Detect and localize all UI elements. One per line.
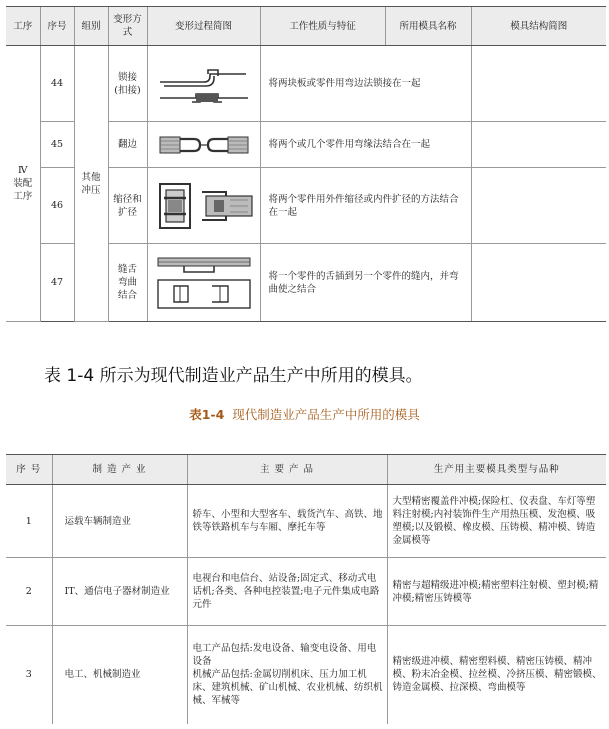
mold-structure-cell [471, 168, 606, 244]
table-caption [0, 405, 609, 423]
row-number: 1 [6, 485, 52, 558]
molds-cell: 大型精密覆盖件冲模;保险杠、仪表盘、车灯等塑料注射模;内衬装饰件生产用热压模、发泡模、吸塑模;以及锻模、橡皮模、压铸模、精冲模、铸造金属模等 [387, 485, 606, 558]
molds-cell: 精密与超精级进冲模;精密塑料注射模、塑封模;精冲模;精密压铸模等 [387, 558, 606, 626]
method-cell: 翻边 [108, 122, 147, 168]
method-cell: 锁接 (扣接) [108, 46, 147, 122]
table-header-row [6, 7, 606, 46]
header-cell: 工作性质与特征 [260, 7, 385, 46]
industry-cell: 运载车辆制造业 [52, 485, 187, 558]
tab-bend-joint-diagram-icon [147, 244, 260, 322]
necking-expanding-diagram-icon [147, 168, 260, 244]
table-row [6, 485, 606, 558]
description-cell: 将两个或几个零件用弯缘法结合在一起 [260, 122, 471, 168]
industry-molds-table [6, 454, 606, 724]
row-number: 45 [40, 122, 74, 168]
mold-structure-cell [471, 244, 606, 322]
row-number: 47 [40, 244, 74, 322]
caption-label: 表1-4 [189, 407, 225, 422]
intro-paragraph: 表 1-4 所示为现代制造业产品生产中所用的模具。 [44, 366, 423, 386]
table-header-row [6, 455, 606, 485]
table-row [6, 626, 606, 724]
row-number: 2 [6, 558, 52, 626]
table-row [6, 46, 606, 122]
description-cell: 将两个零件用外件缩径或内件扩径的方法结合在一起 [260, 168, 471, 244]
stamping-process-table [6, 6, 606, 322]
header-cell: 序 号 [6, 455, 52, 485]
method-cell: 缝舌 弯曲 结合 [108, 244, 147, 322]
industry-cell: 电工、机械制造业 [52, 626, 187, 724]
header-cell: 变形过程简图 [147, 7, 260, 46]
row-number: 46 [40, 168, 74, 244]
products-cell: 轿车、小型和大型客车、载货汽车、高铁、地铁等铁路机车与车厢、摩托车等 [187, 485, 387, 558]
description-cell: 将两块板或零件用弯边法锁接在一起 [260, 46, 471, 122]
molds-cell: 精密级进冲模、精密塑料模、精密压铸模、精冲模、粉末冶金模、拉丝模、冷挤压模、精密锻模、铸造金属模、拉深模、弯曲模等 [387, 626, 606, 724]
header-cell: 主 要 产 品 [187, 455, 387, 485]
caption-title: 现代制造业产品生产中所用的模具 [232, 407, 420, 422]
products-cell: 电工产品包括:发电设备、输变电设备、用电设备 机械产品包括:金属切削机床、压力加工机床、建筑机械、矿山机械、农业机械、纺织机械、军械等 [187, 626, 387, 724]
description-cell: 将一个零件的舌插到另一个零件的缝内，并弯曲使之结合 [260, 244, 471, 322]
table-row [6, 558, 606, 626]
mold-structure-cell [471, 122, 606, 168]
group-cell: 其他 冲压 [74, 46, 108, 322]
header-cell: 工序 [6, 7, 40, 46]
industry-cell: IT、通信电子器材制造业 [52, 558, 187, 626]
header-cell: 所用模具名称 [385, 7, 471, 46]
process-group-cell: Ⅳ 装配 工序 [6, 46, 40, 322]
header-cell: 制 造 产 业 [52, 455, 187, 485]
seam-lock-diagram-icon [147, 46, 260, 122]
header-cell: 变形方式 [108, 7, 147, 46]
row-number: 3 [25, 669, 32, 681]
header-cell: 模具结构简图 [471, 7, 606, 46]
products-cell: 电视台和电信台、站设备;固定式、移动式电话机;各类、各种电控装置;电子元件集成电路元件 [187, 558, 387, 626]
header-cell: 序号 [40, 7, 74, 46]
method-cell: 缩径和 扩径 [108, 168, 147, 244]
header-cell: 组别 [74, 7, 108, 46]
header-cell: 生产用主要模具类型与品种 [387, 455, 606, 485]
mold-structure-cell [471, 46, 606, 122]
row-number: 44 [40, 46, 74, 122]
flanging-diagram-icon [147, 122, 260, 168]
